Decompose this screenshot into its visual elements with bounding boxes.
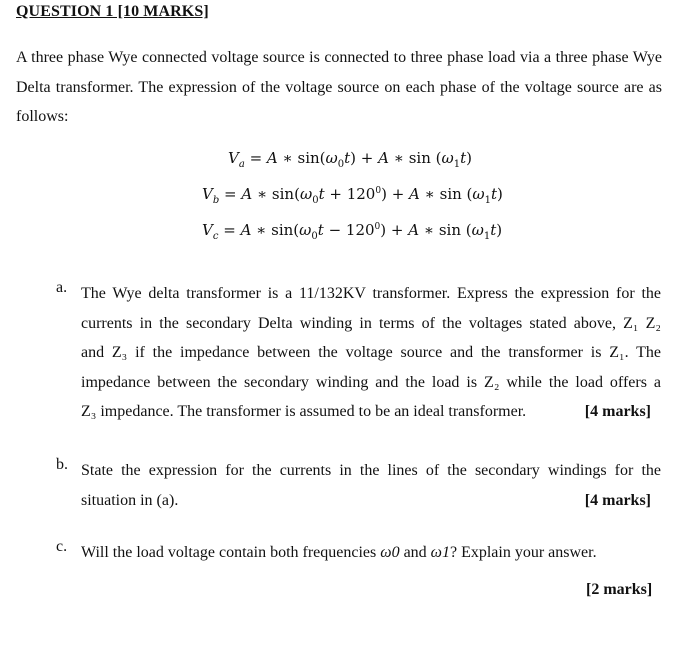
equation-vc: $V_c = A$ ∗ $\sin(\omega_0t - 120^0) + A$ ∗ $\sin (\omega_1t)$ <box>202 221 503 242</box>
part-a <box>56 279 662 429</box>
part-b-label: b. <box>56 456 68 473</box>
equation-vb: $V_b = A$ ∗ $\sin(\omega_0t + 120^0) + A$ ∗ $\sin (\omega_1t)$ <box>202 185 503 206</box>
part-c-text: Will the load voltage contain both frequencies ω0 and ω1? Explain your answer. <box>81 544 597 561</box>
part-a-text: The Wye delta transformer is a 11/132KV transformer. Express the expression for the currents in the secondary Delta winding in terms of the voltages stated above, Z₁ Z₂ and Z₃ if the impedance between the voltage source and the transformer is Z₁. The impedance between the secondary winding and the load is Z₂ while the load offers a Z₃ impedance. The transformer is assumed to be an ideal transformer. [4 marks] <box>81 279 661 427</box>
part-a-label: a. <box>56 279 68 296</box>
equation-va: $V_a = A$ ∗ $\sin(\omega_0t) + A$ ∗ $\sin (\omega_1t)$ <box>228 149 472 170</box>
part-c-label: c. <box>56 538 68 555</box>
question-title: QUESTION 1 [10 MARKS] <box>16 3 209 20</box>
part-b-text: State the expression for the currents in the lines of the secondary windings for the situation in (a). [4 marks] <box>81 456 661 515</box>
intro-paragraph: A three phase Wye connected voltage source is connected to three phase load via a three phase Wye Delta transformer. The expression of the voltage source on each phase of the voltage source are as follows: <box>16 49 662 125</box>
part-b-marks: [4 marks] <box>584 491 651 509</box>
part-c <box>56 538 662 568</box>
part-a-marks: [4 marks] <box>584 403 651 421</box>
part-b <box>56 456 662 516</box>
omega1-symbol: ω1 <box>430 544 450 561</box>
part-c-marks: [2 marks] <box>586 581 653 598</box>
omega0-symbol: ω0 <box>380 544 400 561</box>
